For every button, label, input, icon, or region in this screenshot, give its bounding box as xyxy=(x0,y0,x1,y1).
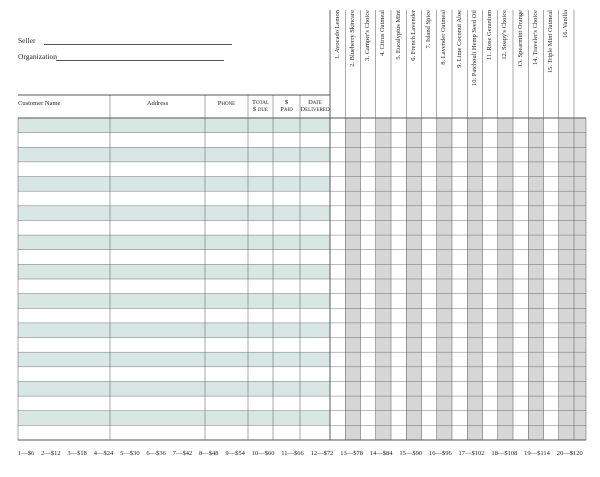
organization-label: Organization xyxy=(18,52,58,61)
price-key-item: 18—$108 xyxy=(491,450,518,457)
product-label xyxy=(330,10,345,118)
tinted-row xyxy=(18,411,330,426)
address-header: Address xyxy=(146,100,169,107)
total-due-header-line2: $ due xyxy=(252,106,269,113)
product-label-text: 16. Vanilla xyxy=(562,10,570,39)
price-key-item: 5—$30 xyxy=(120,450,140,457)
product-label-text: 11. Rose Geranium xyxy=(486,10,494,61)
product-label xyxy=(345,10,360,118)
price-key-item: 8—$48 xyxy=(199,450,219,457)
product-label xyxy=(559,10,574,118)
product-label xyxy=(483,10,498,118)
price-key-item: 4—$24 xyxy=(93,450,114,457)
product-label-text: 5. Eucalyptus Mint xyxy=(394,10,402,60)
price-key-item: 17—$102 xyxy=(458,450,485,457)
price-key-item: 6—$36 xyxy=(146,450,166,457)
phone-header: Phone xyxy=(217,100,236,107)
price-key-item: 12—$72 xyxy=(310,450,334,457)
product-label-text: 6. French Lavender xyxy=(409,10,417,61)
product-label xyxy=(467,10,482,118)
tinted-row xyxy=(18,206,330,221)
product-label xyxy=(544,10,559,118)
product-label xyxy=(452,10,467,118)
product-label xyxy=(376,10,391,118)
customer-name-header: Customer Name xyxy=(18,100,61,107)
product-label xyxy=(422,10,437,118)
product-label xyxy=(528,10,543,118)
price-key-item: 15—$90 xyxy=(399,450,423,457)
seller-label: Seller xyxy=(18,36,36,45)
product-label xyxy=(406,10,421,118)
tinted-row xyxy=(18,352,330,367)
paid-header-line2: Paid xyxy=(280,106,293,113)
price-key-item: 3—$18 xyxy=(67,450,87,457)
tinted-row xyxy=(18,147,330,162)
price-key-item: 19—$114 xyxy=(524,450,550,457)
date-delivered-header-line2: Delivered xyxy=(300,106,330,113)
total-due-header xyxy=(248,99,273,113)
tinted-row xyxy=(18,294,330,309)
product-label-text: 3. Camper's Choice xyxy=(364,10,372,61)
price-key xyxy=(18,450,583,457)
tinted-row xyxy=(18,177,330,192)
paid-header xyxy=(273,99,300,113)
product-label-text: 7. Island Spice xyxy=(425,10,433,49)
price-key-item: 13—$78 xyxy=(340,450,363,457)
product-label xyxy=(498,10,513,118)
price-key-item: 11—$66 xyxy=(281,450,304,457)
tinted-row xyxy=(18,235,330,250)
total-due-header-line1: Total xyxy=(252,99,269,106)
product-label-text: 8. Lavender Oatmeal xyxy=(440,10,448,65)
date-delivered-header-line1: Date xyxy=(308,99,322,106)
price-key-item: 14—$84 xyxy=(369,450,393,457)
price-key-item: 1—$6 xyxy=(18,450,35,457)
price-key-item: 20—$120 xyxy=(556,450,583,457)
product-label-text: 15. Triple Mint Oatmeal xyxy=(547,10,555,74)
product-label-text: 12. Soapy's Choice xyxy=(501,10,509,60)
price-key-item: 10—$60 xyxy=(251,450,275,457)
date-delivered-header xyxy=(300,99,330,113)
product-label-text: 9. Lime Coconut Aloe xyxy=(455,10,463,68)
price-key-item: 7—$42 xyxy=(172,450,193,457)
tinted-row xyxy=(18,118,330,133)
price-key-item: 9—$54 xyxy=(225,450,245,457)
product-label-text: 14. Traveler's Choice xyxy=(531,10,539,66)
tinted-row xyxy=(18,323,330,338)
product-label-text: 13. Spearmint Orange xyxy=(516,10,524,68)
product-label-text: 1. Avocado Lemon xyxy=(333,10,341,60)
price-key-item: 2—$12 xyxy=(41,450,61,457)
paid-header-line1: $ xyxy=(284,99,289,106)
product-label xyxy=(391,10,406,118)
product-label-text: 2. Blueberry Skincare xyxy=(348,10,356,67)
product-label-text: 10. Patchouli Hemp Seed Oil xyxy=(470,10,478,87)
tinted-row xyxy=(18,381,330,396)
product-label xyxy=(437,10,452,118)
product-label xyxy=(513,10,528,118)
product-label xyxy=(361,10,376,118)
tinted-row xyxy=(18,264,330,279)
price-key-item: 16—$96 xyxy=(428,450,452,457)
product-label-text: 4. Citrus Oatmeal xyxy=(379,10,387,57)
